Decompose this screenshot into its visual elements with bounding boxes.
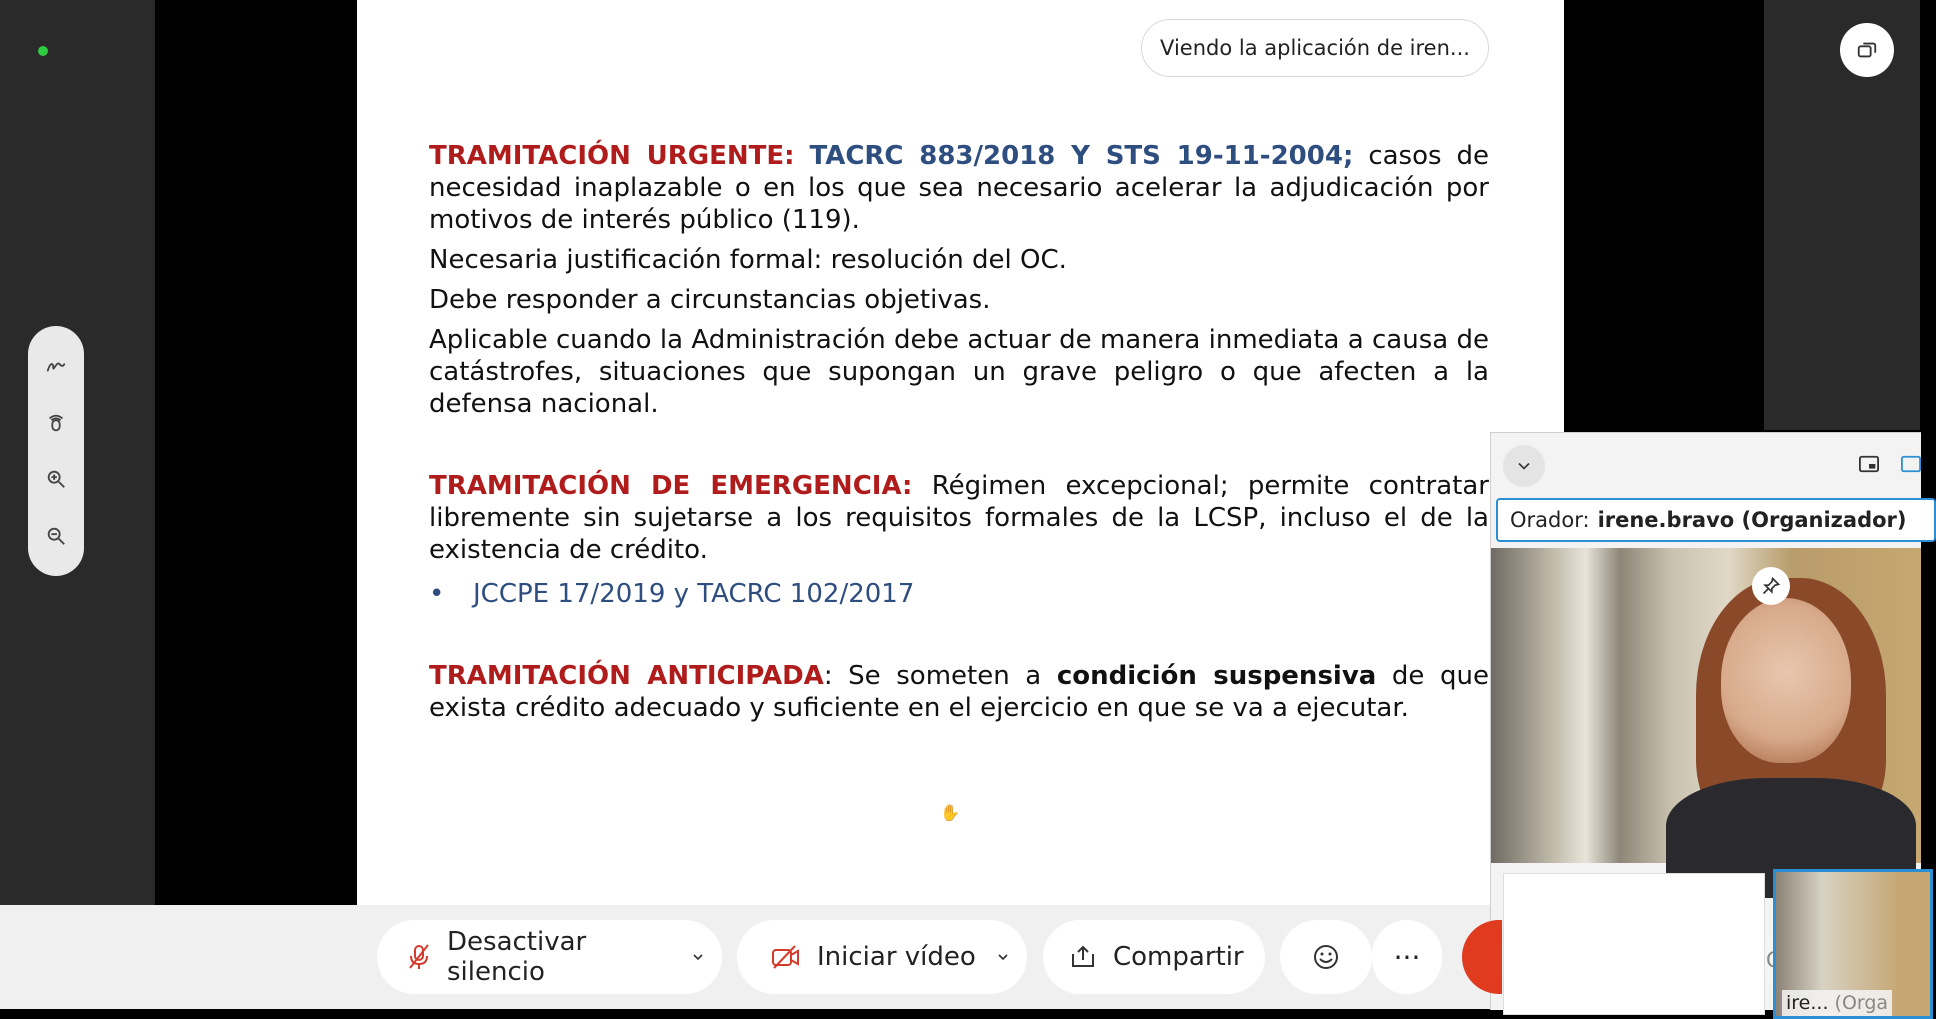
paragraph-justificacion: Necesaria justificación formal: resolución del OC. <box>429 245 1067 275</box>
start-video-label: Iniciar vídeo <box>817 942 976 972</box>
collapse-panel-button[interactable] <box>1503 445 1545 487</box>
share-button[interactable] <box>1043 920 1265 994</box>
leave-meeting-button[interactable] <box>1462 920 1502 994</box>
chevron-down-icon <box>1514 456 1534 476</box>
paragraph-anticipada <box>429 660 1489 724</box>
bullet-item <box>429 578 1489 610</box>
pin-icon <box>1761 576 1781 596</box>
bullet-dot: • <box>429 579 445 609</box>
speaker-video[interactable] <box>1491 548 1921 863</box>
heading-emergencia: TRAMITACIÓN DE EMERGENCIA: <box>429 471 913 501</box>
paragraph-aplicable: Aplicable cuando la Administración debe actuar de manera inmediata a causa de catástrofes, situaciones que supongan un grave peligro o que afecten a la defensa nacional. <box>429 325 1489 419</box>
pen-icon[interactable] <box>38 348 74 384</box>
reactions-button[interactable] <box>1280 920 1372 994</box>
text-emergencia: Régimen excepcional; permite contratar libremente sin sujetarse a los requisitos formales de la LCSP, incluso el de la existencia de crédito. <box>429 471 1489 565</box>
chevron-down-icon[interactable] <box>995 949 1011 965</box>
shared-slide <box>357 0 1564 905</box>
pip-layout-button[interactable] <box>1853 448 1885 480</box>
start-video-button[interactable] <box>737 920 1027 994</box>
pip-layout-icon <box>1858 454 1880 474</box>
paragraph-circunstancias: Debe responder a circunstancias objetivas. <box>429 285 991 315</box>
zoom-out-icon[interactable] <box>38 518 74 554</box>
emoji-icon <box>1311 942 1341 972</box>
more-options-label: ··· <box>1393 940 1421 974</box>
share-icon <box>1069 944 1097 970</box>
reference-urgente: TACRC 883/2018 Y STS 19-11-2004; <box>809 141 1354 171</box>
text-anticipada-bold: condición suspensiva <box>1056 661 1377 691</box>
speaker-label <box>1496 498 1936 542</box>
share-label: Compartir <box>1113 942 1244 972</box>
more-options-button[interactable] <box>1372 920 1442 994</box>
thumbnail-blank[interactable] <box>1503 873 1765 1015</box>
zoom-in-icon[interactable] <box>38 461 74 497</box>
unmute-label: Desactivar silencio <box>447 927 587 987</box>
slide-content <box>429 140 1489 724</box>
text-urgente: casos de necesidad inaplazable o en los que sea necesario acelerar la adjudicación por motivos de interés público (119). <box>429 141 1489 235</box>
speaker-name: irene.bravo (Organizador) <box>1597 508 1907 532</box>
left-strip <box>0 0 155 905</box>
paragraph-urgente <box>429 140 1489 236</box>
heading-anticipada: TRAMITACIÓN ANTICIPADA <box>429 661 824 691</box>
right-strip <box>1764 0 1920 430</box>
thumbnail-name-tag <box>1782 990 1892 1016</box>
mic-muted-icon <box>407 943 431 971</box>
camera-off-icon <box>771 944 801 970</box>
video-panel <box>1490 432 1921 1014</box>
bullet-text: JCCPE 17/2019 y TACRC 102/2017 <box>473 579 915 609</box>
annotation-toolbar <box>28 326 84 576</box>
grid-layout-icon <box>1900 454 1922 474</box>
text-anticipada-a: : Se someten a <box>823 661 1057 691</box>
thumbnail-video[interactable] <box>1773 869 1933 1019</box>
unmute-button[interactable] <box>377 920 722 994</box>
share-banner[interactable]: Viendo la aplicación de iren... <box>1141 19 1489 77</box>
heading-urgente: TRAMITACIÓN URGENTE: <box>429 141 795 171</box>
person-face <box>1721 598 1851 763</box>
thumbnail-role: (Orga <box>1834 992 1889 1014</box>
paragraph-emergencia <box>429 470 1489 566</box>
thumbnail-name: ire... <box>1786 992 1829 1014</box>
speaker-prefix: Orador: <box>1510 508 1590 532</box>
grid-layout-button[interactable] <box>1895 448 1927 480</box>
text-anticipada-b: de que exista crédito adecuado y suficiente en el ejercicio en que se va a ejecutar. <box>429 661 1489 723</box>
laser-pointer-icon[interactable] <box>38 405 74 441</box>
hand-cursor-icon: ✋ <box>940 803 960 822</box>
status-dot <box>38 46 48 56</box>
pin-button[interactable] <box>1752 567 1790 605</box>
popout-button[interactable] <box>1840 23 1894 77</box>
chevron-down-icon[interactable] <box>690 949 706 965</box>
popout-icon <box>1856 39 1878 61</box>
meeting-controls-bar <box>0 905 1490 1009</box>
